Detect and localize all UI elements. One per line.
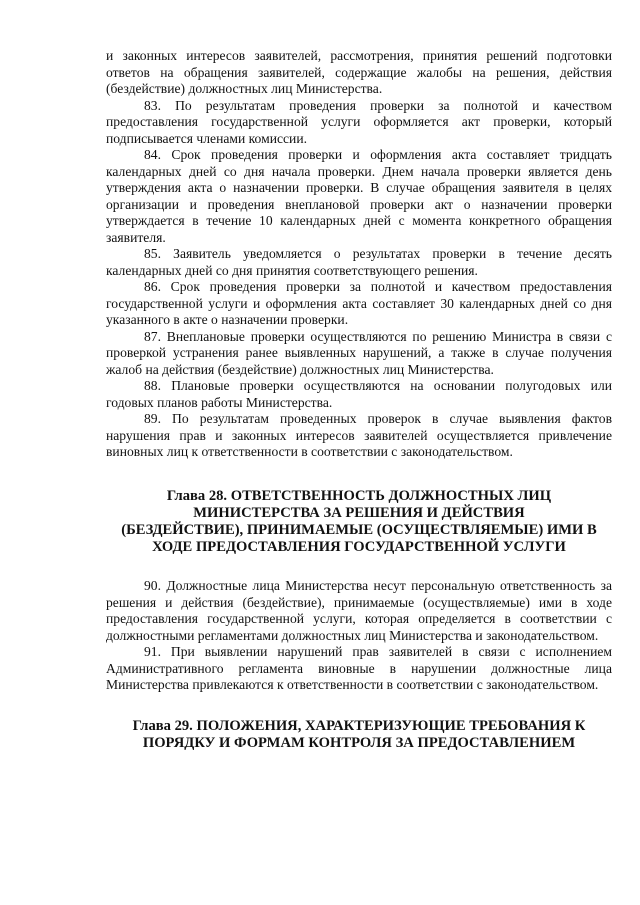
chapter-29-heading [106, 718, 612, 752]
paragraph-88: 88. Плановые проверки осуществляются на основании полугодовых или годовых планов работы Министерства. [106, 378, 612, 410]
chapter-28-heading-line: ХОДЕ ПРЕДОСТАВЛЕНИЯ ГОСУДАРСТВЕННОЙ УСЛУГИ [152, 539, 566, 556]
chapter-29-heading-line: Глава 29. ПОЛОЖЕНИЯ, ХАРАКТЕРИЗУЮЩИЕ ТРЕБОВАНИЯ К [132, 717, 586, 734]
chapter-28-heading-line: МИНИСТЕРСТВА ЗА РЕШЕНИЯ И ДЕЙСТВИЯ [193, 504, 525, 521]
paragraph-84: 84. Срок проведения проверки и оформления акта составляет тридцать календарных дней со дня начала проверки. Днем начала проверки является день утверждения акта о назначении проверки. В случае обращения заявителя в целях организации и проведения внеплановой проверки акт о назначении проверки утверждается в течение 10 календарных дней с момента конкретного обращения заявителя. [106, 147, 612, 245]
chapter-28-heading-line: Глава 28. ОТВЕТСТВЕННОСТЬ ДОЛЖНОСТНЫХ ЛИЦ [166, 487, 552, 504]
chapter-28-heading [106, 488, 612, 557]
chapter-29-heading-line: ПОРЯДКУ И ФОРМАМ КОНТРОЛЯ ЗА ПРЕДОСТАВЛЕНИЕМ [142, 735, 576, 752]
chapter-28-heading-line: (БЕЗДЕЙСТВИЕ), ПРИНИМАЕМЫЕ (ОСУЩЕСТВЛЯЕМЫЕ) ИМИ В [121, 521, 597, 538]
paragraph-85: 85. Заявитель уведомляется о результатах проверки в течение десять календарных дней со дня принятия соответствующего решения. [106, 246, 612, 278]
paragraph-91: 91. При выявлении нарушений прав заявителей в связи с исполнением Административного регламента виновные в нарушении должностные лица Министерства привлекаются к ответственности в соответствии с законодательством. [106, 644, 612, 693]
paragraph-83: 83. По результатам проведения проверки за полнотой и качеством предоставления государственной услуги оформляется акт проверки, который подписывается членами комиссии. [106, 97, 612, 146]
paragraph-87: 87. Внеплановые проверки осуществляются по решению Министра в связи с проверкой устранения ранее выявленных нарушений, а также в случае получения жалоб на действия (бездействие) должностных лиц Министерства. [106, 328, 612, 377]
paragraph-90: 90. Должностные лица Министерства несут персональную ответственность за решения и действия (бездействие), принимаемые (осуществляемые) ими в ходе предоставления государственной услуги, которая определяется в соответствии с должностными регламентами должностных лиц Министерства и законодательством. [106, 578, 612, 643]
paragraph-continuation: и законных интересов заявителей, рассмотрения, принятия решений подготовки ответов на обращения заявителей, содержащие жалобы на решения, действия (бездействие) должностных лиц Министерства. [106, 48, 612, 96]
paragraph-86: 86. Срок проведения проверки за полнотой и качеством предоставления государственной услуги и оформления акта составляет 30 календарных дней со дня указанного в акте о назначении проверки. [106, 279, 612, 327]
paragraph-89: 89. По результатам проведенных проверок в случае выявления фактов нарушения прав и законных интересов заявителей осуществляется привлечение виновных лиц к ответственности в соответствии с законодательством. [106, 411, 612, 459]
